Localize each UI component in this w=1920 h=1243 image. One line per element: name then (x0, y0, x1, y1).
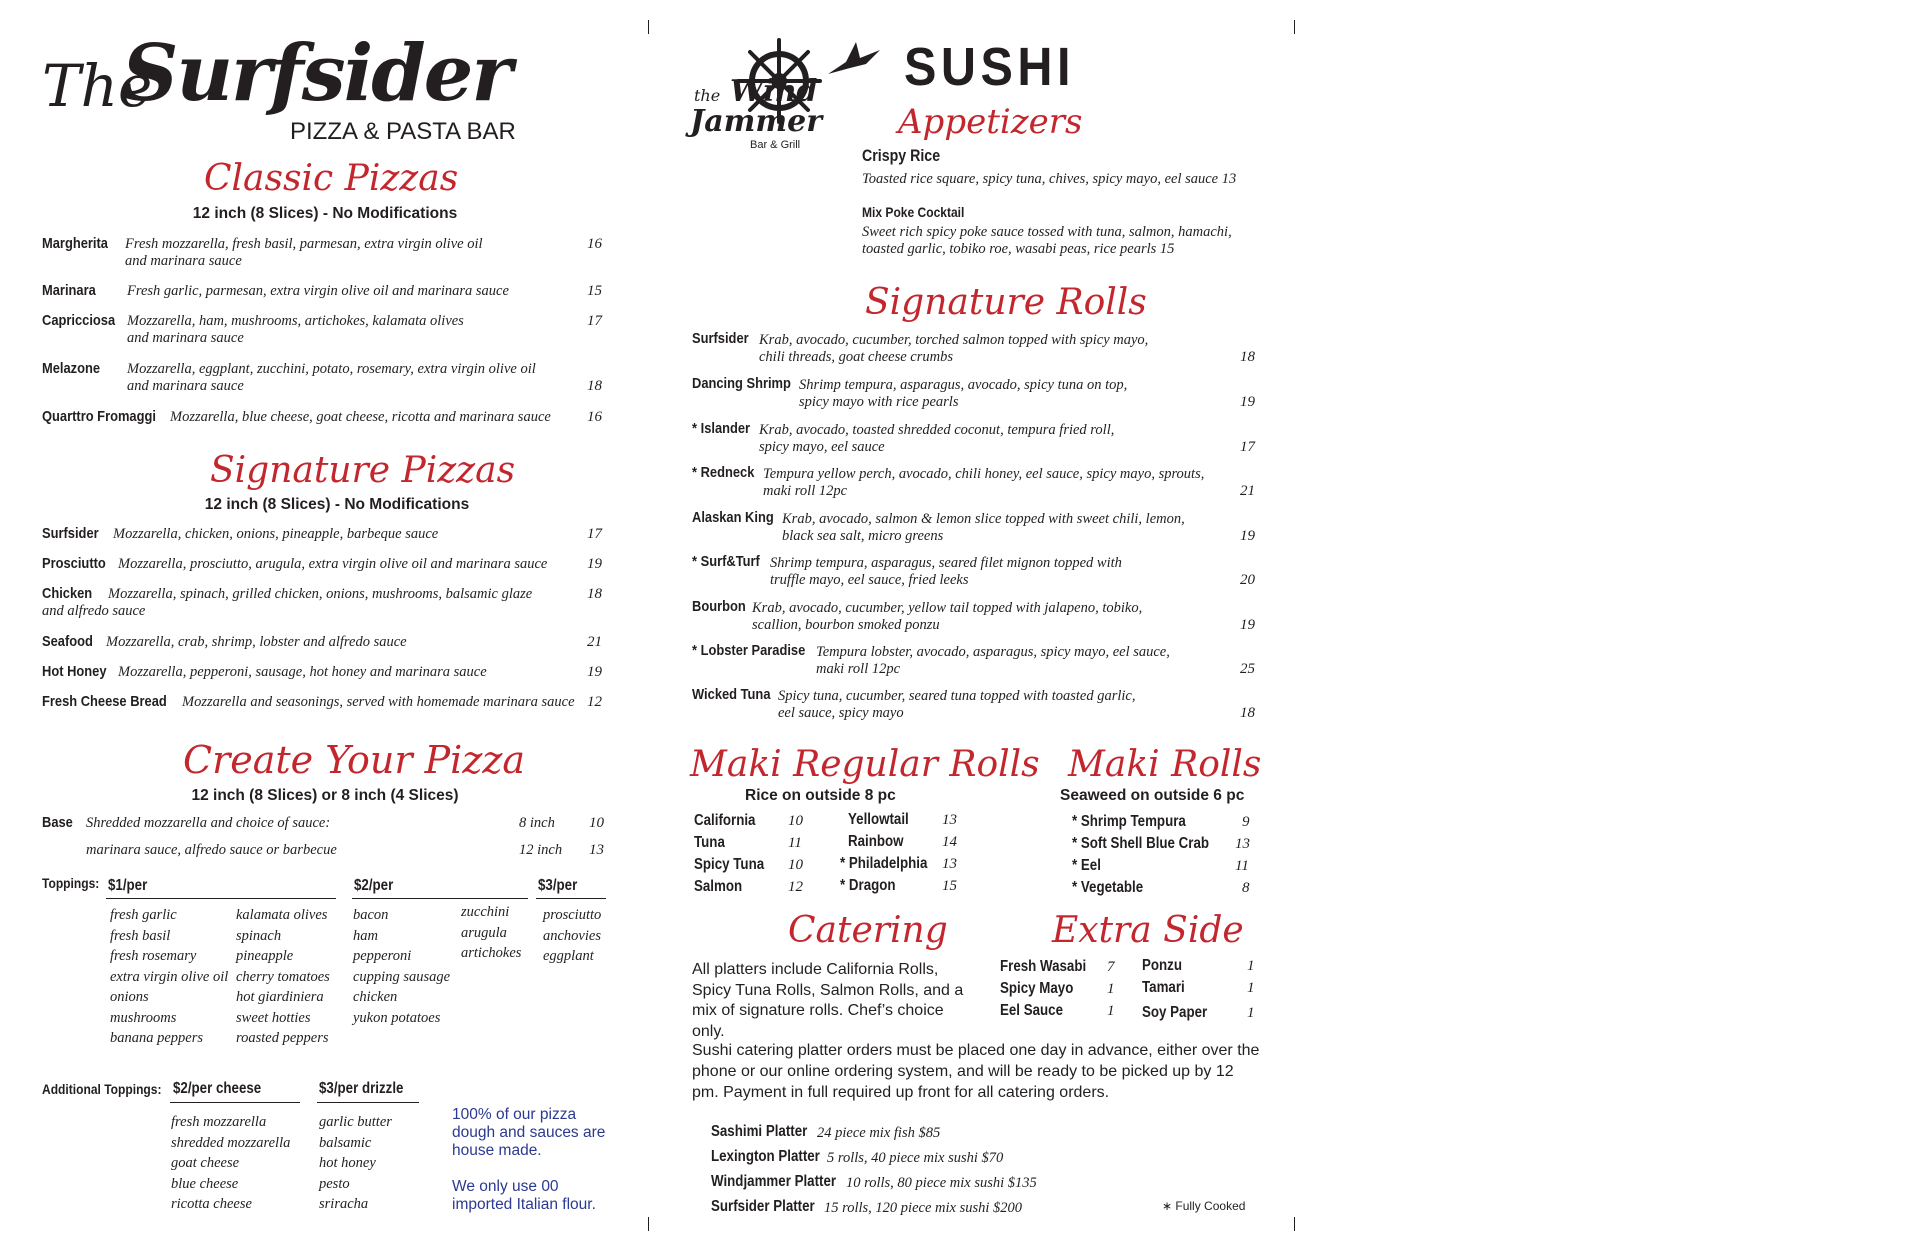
drizzle-tier-label: $3/per drizzle (319, 1080, 404, 1097)
roll-name: * Philadelphia (840, 855, 928, 872)
base-label: Base (42, 814, 73, 831)
roll-price: 11 (788, 835, 802, 851)
menu-item-price: 21 (587, 634, 602, 650)
cheese-tier-label: $2/per cheese (173, 1080, 262, 1097)
extra-side-title: Extra Side (1052, 910, 1244, 951)
menu-item-price: 17 (1240, 439, 1255, 455)
menu-item-name: Mix Poke Cocktail (862, 204, 965, 220)
menu-item-name: Hot Honey (42, 663, 107, 680)
roll-price: 10 (788, 857, 803, 873)
signature-pizzas-subtitle: 12 inch (8 Slices) - No Modifications (204, 496, 470, 513)
platter-name: Sashimi Platter (711, 1123, 808, 1140)
side-name: Soy Paper (1142, 1004, 1208, 1021)
menu-item-name: * Islander (692, 420, 751, 437)
menu-item-name: Alaskan King (692, 509, 774, 526)
side-price: 1 (1107, 1003, 1115, 1019)
base-desc-line1: Shredded mozzarella and choice of sauce: (86, 815, 331, 831)
additional-toppings-label: Additional Toppings: (42, 1081, 162, 1097)
sushi-heading: SUSHI (904, 37, 1076, 97)
toppings-label: Toppings: (42, 875, 100, 891)
tier-1-toppings-col1: fresh garlic fresh basil fresh rosemary extra virgin olive oil onions mushrooms banana peppers (110, 907, 229, 1046)
menu-item-desc: Toasted rice square, spicy tuna, chives, spicy mayo, eel sauce 13 (862, 171, 1237, 187)
menu-item-name: Seafood (42, 633, 93, 650)
menu-item-price: 19 (1240, 528, 1255, 544)
fully-cooked-footnote: ∗ Fully Cooked (1162, 1199, 1246, 1213)
roll-name: Spicy Tuna (694, 856, 765, 873)
roll-name: California (694, 812, 756, 829)
house-made-note: 100% of our pizza dough and sauces are house made. (452, 1106, 606, 1159)
menu-item-price: 16 (587, 236, 602, 252)
create-pizza-title: Create Your Pizza (183, 738, 526, 782)
logo-the-lower: the (694, 86, 721, 105)
menu-item-name: Quarttro Fromaggi (42, 408, 156, 425)
maki-regular-title: Maki Regular Rolls (690, 744, 1040, 785)
roll-name: Tuna (694, 834, 725, 851)
platter-name: Surfsider Platter (711, 1198, 815, 1215)
size-8-inch: 8 inch (519, 815, 555, 831)
roll-price: 13 (942, 856, 957, 872)
menu-item-desc: Krab, avocado, salmon & lemon slice topped with sweet chili, lemon, black sea salt, micro greens (782, 511, 1185, 544)
menu-item-desc: Krab, avocado, cucumber, yellow tail topped with jalapeno, tobiko, scallion, bourbon smoked ponzu (752, 600, 1143, 633)
roll-name: * Vegetable (1072, 879, 1144, 896)
divider (352, 898, 528, 899)
signature-pizzas-title: Signature Pizzas (210, 450, 516, 491)
roll-price: 12 (788, 879, 803, 895)
menu-item-price: 12 (587, 694, 602, 710)
menu-item-price: 18 (587, 586, 602, 602)
menu-item-desc: Fresh garlic, parmesan, extra virgin olive oil and marinara sauce (127, 283, 509, 299)
menu-item-name: Dancing Shrimp (692, 375, 791, 392)
platter-desc: 10 rolls, 80 piece mix sushi $135 (846, 1175, 1037, 1191)
side-price: 7 (1107, 959, 1115, 975)
menu-item-desc: Krab, avocado, cucumber, torched salmon topped with spicy mayo, chili threads, goat cheese crumbs (759, 332, 1149, 365)
tier-3-label: $3/per (538, 877, 578, 894)
divider (536, 898, 606, 899)
logo-surfsider: Surfsider (122, 28, 511, 119)
menu-item-desc: Shrimp tempura, asparagus, seared filet mignon topped with truffle mayo, eel sauce, fried leeks (770, 555, 1122, 588)
menu-item-desc: Mozzarella, eggplant, zucchini, potato, rosemary, extra virgin olive oil and marinara sauce (127, 361, 536, 394)
menu-item-price: 18 (587, 378, 602, 394)
menu-item-desc: Mozzarella and seasonings, served with homemade marinara sauce (182, 694, 575, 710)
menu-item-desc: Spicy tuna, cucumber, seared tuna topped with toasted garlic, eel sauce, spicy mayo (778, 688, 1136, 721)
logo-wind: Wind (730, 74, 818, 109)
menu-item-desc: Mozzarella, blue cheese, goat cheese, ricotta and marinara sauce (170, 409, 551, 425)
cheese-list: fresh mozzarella shredded mozzarella goat cheese blue cheese ricotta cheese (171, 1114, 291, 1212)
menu-item-price: 19 (1240, 394, 1255, 410)
menu-item-desc: Krab, avocado, toasted shredded coconut, tempura fried roll, spicy mayo, eel sauce (759, 422, 1115, 455)
menu-item-price: 17 (587, 526, 602, 542)
menu-item-price: 18 (1240, 349, 1255, 365)
tier-2-toppings-col1: bacon ham pepperoni cupping sausage chicken yukon potatoes (353, 907, 451, 1026)
side-price: 1 (1247, 1005, 1255, 1021)
tier-3-toppings: prosciutto anchovies eggplant (543, 907, 602, 964)
menu-item-name: Surfsider (42, 525, 99, 542)
side-price: 1 (1247, 980, 1255, 996)
crop-mark (648, 20, 649, 34)
menu-item-price: 25 (1240, 661, 1255, 677)
platter-name: Lexington Platter (711, 1148, 820, 1165)
size-12-inch: 12 inch (519, 842, 563, 858)
menu-item-name: Prosciutto (42, 555, 106, 572)
roll-price: 10 (788, 813, 803, 829)
menu-item-name: * Lobster Paradise (692, 642, 806, 659)
platter-desc: 15 rolls, 120 piece mix sushi $200 (824, 1200, 1023, 1216)
classic-pizzas-title: Classic Pizzas (204, 158, 459, 199)
menu-item-desc: Shrimp tempura, asparagus, avocado, spicy tuna on top, spicy mayo with rice pearls (799, 377, 1128, 410)
tier-1-label: $1/per (108, 877, 148, 894)
roll-name: * Shrimp Tempura (1072, 813, 1186, 830)
menu-item-name: Crispy Rice (862, 147, 941, 165)
menu-item-desc: Tempura lobster, avocado, asparagus, spicy mayo, eel sauce, maki roll 12pc (816, 644, 1170, 677)
price-12-inch: 13 (589, 842, 604, 858)
tier-2-label: $2/per (354, 877, 394, 894)
classic-pizzas-subtitle: 12 inch (8 Slices) - No Modifications (192, 205, 458, 222)
catering-notice: Sushi catering platter orders must be placed one day in advance, either over the phone or our online ordering system, and will be ready to be picked up by 12 pm. Payment in full required up front for all catering orders. (692, 1042, 1260, 1101)
menu-item-name: Fresh Cheese Bread (42, 693, 167, 710)
tier-2-toppings-col2: zucchini arugula artichokes (461, 904, 522, 961)
drizzle-list: garlic butter balsamic hot honey pesto sriracha (319, 1114, 392, 1212)
menu-item-desc: Sweet rich spicy poke sauce tossed with tuna, salmon, hamachi, toasted garlic, tobiko roe, wasabi peas, rice pearls 15 (862, 224, 1232, 257)
logo-the: The (42, 52, 153, 120)
menu-item-price: 19 (587, 556, 602, 572)
menu-item-name: * Redneck (692, 464, 755, 481)
maki-regular-subtitle: Rice on outside 8 pc (745, 787, 896, 804)
menu-item-price: 19 (587, 664, 602, 680)
tier-1-toppings-col2: kalamata olives spinach pineapple cherry tomatoes hot giardiniera sweet hotties roasted peppers (236, 907, 330, 1046)
bird-icon (826, 38, 882, 80)
menu-item-name: Margherita (42, 235, 108, 252)
logo-bar-grill: Bar & Grill (750, 139, 801, 151)
menu-item-name: Marinara (42, 282, 96, 299)
logo-tagline: PIZZA & PASTA BAR (290, 118, 516, 145)
crop-mark (1294, 20, 1295, 34)
menu-item-price: 19 (1240, 617, 1255, 633)
side-name: Spicy Mayo (1000, 980, 1074, 997)
menu-item-name: Melazone (42, 360, 101, 377)
divider (106, 898, 336, 899)
menu-item-name: * Surf&Turf (692, 553, 760, 570)
menu-item-desc: Tempura yellow perch, avocado, chili honey, eel sauce, spicy mayo, sprouts, maki roll 12pc (763, 466, 1205, 499)
create-pizza-subtitle: 12 inch (8 Slices) or 8 inch (4 Slices) (191, 787, 459, 804)
maki-rolls-title: Maki Rolls (1068, 744, 1262, 785)
roll-name: * Dragon (840, 877, 896, 894)
platter-desc: 24 piece mix fish $85 (817, 1125, 941, 1141)
roll-price: 15 (942, 878, 957, 894)
signature-rolls-title: Signature Rolls (865, 282, 1147, 323)
roll-price: 14 (942, 834, 957, 850)
menu-item-price: 20 (1240, 572, 1255, 588)
side-name: Ponzu (1142, 957, 1182, 974)
side-name: Eel Sauce (1000, 1002, 1063, 1019)
menu-item-name: Wicked Tuna (692, 686, 771, 703)
menu-item-desc: Mozzarella, prosciutto, arugula, extra virgin olive oil and marinara sauce (118, 556, 548, 572)
base-desc-line2: marinara sauce, alfredo sauce or barbecue (86, 842, 337, 858)
roll-name: Rainbow (848, 833, 904, 850)
divider (317, 1102, 419, 1103)
menu-item-price: 16 (587, 409, 602, 425)
divider (170, 1102, 300, 1103)
menu-item-price: 15 (587, 283, 602, 299)
roll-price: 13 (1235, 836, 1250, 852)
menu-item-desc-cont: and alfredo sauce (42, 603, 146, 619)
menu-item-desc: Mozzarella, ham, mushrooms, artichokes, kalamata olives and marinara sauce (127, 313, 464, 346)
menu-item-desc: Mozzarella, spinach, grilled chicken, onions, mushrooms, balsamic glaze (108, 586, 533, 602)
crop-mark (1294, 1217, 1295, 1231)
side-name: Fresh Wasabi (1000, 958, 1087, 975)
price-8-inch: 10 (589, 815, 604, 831)
menu-item-desc: Mozzarella, chicken, onions, pineapple, barbeque sauce (113, 526, 439, 542)
flour-note: We only use 00 imported Italian flour. (452, 1178, 596, 1213)
roll-name: * Soft Shell Blue Crab (1072, 835, 1210, 852)
platter-name: Windjammer Platter (711, 1173, 837, 1190)
side-price: 1 (1107, 981, 1115, 997)
roll-price: 9 (1242, 814, 1250, 830)
roll-name: Salmon (694, 878, 743, 895)
roll-name: Yellowtail (848, 811, 909, 828)
crop-mark (648, 1217, 649, 1231)
roll-price: 11 (1235, 858, 1249, 874)
maki-rolls-subtitle: Seaweed on outside 6 pc (1060, 787, 1245, 804)
menu-item-price: 21 (1240, 483, 1255, 499)
roll-name: * Eel (1072, 857, 1101, 874)
menu-item-price: 17 (587, 313, 602, 329)
roll-price: 8 (1242, 880, 1250, 896)
menu-item-desc: Mozzarella, crab, shrimp, lobster and alfredo sauce (106, 634, 407, 650)
catering-title: Catering (788, 910, 948, 951)
platter-desc: 5 rolls, 40 piece mix sushi $70 (827, 1150, 1004, 1166)
menu-item-name: Chicken (42, 585, 93, 602)
roll-price: 13 (942, 812, 957, 828)
side-price: 1 (1247, 958, 1255, 974)
menu-item-name: Surfsider (692, 330, 749, 347)
appetizers-title: Appetizers (898, 102, 1083, 142)
catering-blurb: All platters include California Rolls, Spicy Tuna Rolls, Salmon Rolls, and a mix of signature rolls. Chef’s choice only. (692, 961, 964, 1040)
menu-item-name: Bourbon (692, 598, 746, 615)
logo-jammer: Jammer (690, 104, 823, 139)
menu-item-desc: Fresh mozzarella, fresh basil, parmesan, extra virgin olive oil and marinara sauce (125, 236, 483, 269)
menu-item-name: Capricciosa (42, 312, 116, 329)
menu-item-price: 18 (1240, 705, 1255, 721)
menu-item-desc: Mozzarella, pepperoni, sausage, hot honey and marinara sauce (118, 664, 487, 680)
side-name: Tamari (1142, 979, 1185, 996)
